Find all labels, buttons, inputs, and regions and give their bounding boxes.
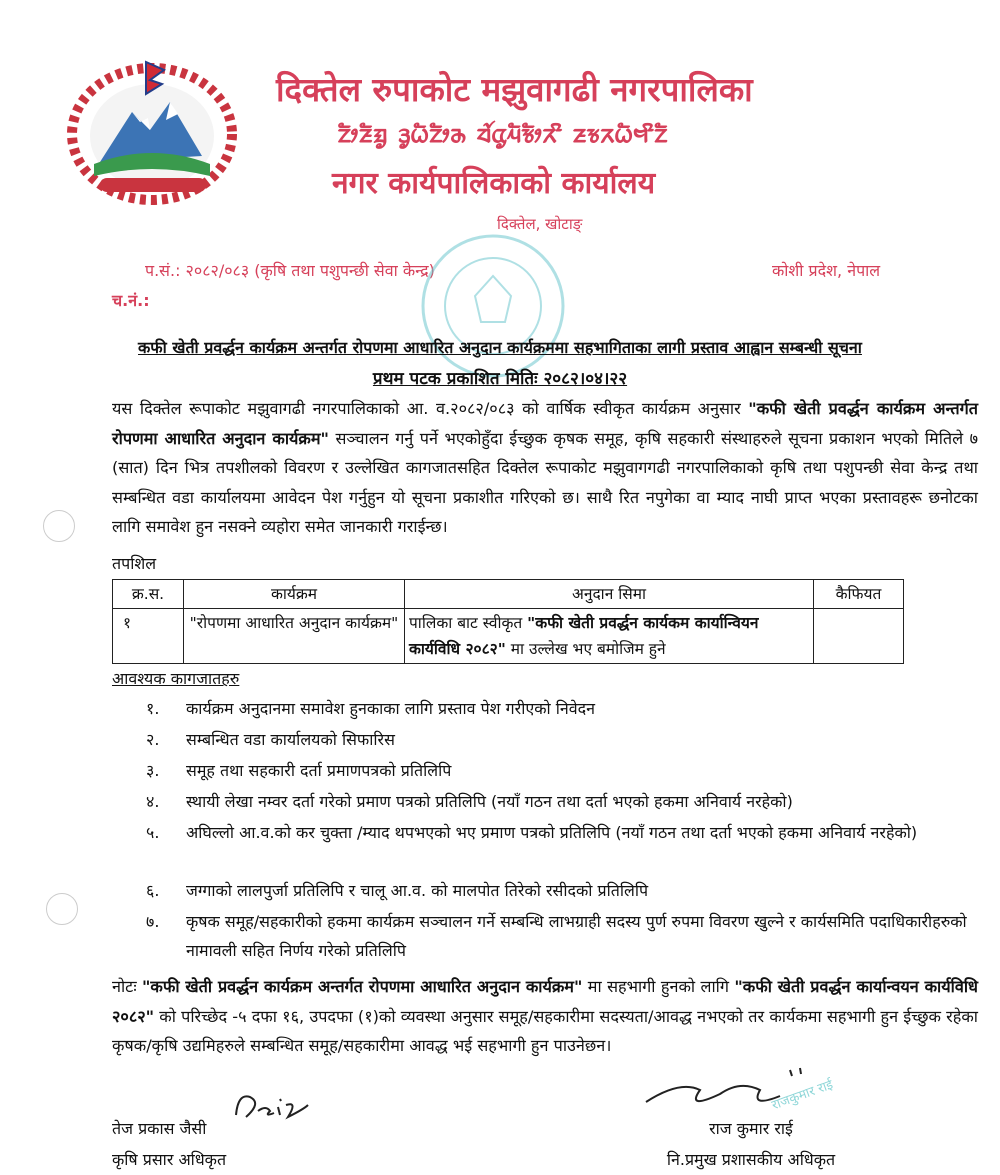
list-item: १. कार्यक्रम अनुदानमा समावेश हुनकाका लागि प्रस्ताव पेश गरीएको निवेदन bbox=[146, 699, 596, 718]
right-signatory bbox=[636, 1113, 866, 1175]
left-signatory bbox=[112, 1113, 226, 1175]
notice-body: यस दिक्तेल रूपाकोट मझुवागढी नगरपालिकाको आ. व.२०८२/०८३ को वार्षिक स्वीकृत कार्यक्रम अनुसार "कफी खेती प्रवर्द्धन कार्यक्रम अन्तर्गत रोपणमा आधारित अनुदान कार्यक्रम" सञ्चालन गर्नु पर्ने भएकोहुँदा ईच्छुक कृषक समूह, कृषि सहकारी संस्थाहरुले सूचना प्रकाशन भएको मितिले ७ (सात) दिन भित्र तपशीलको विवरण र उल्लेखित कागजातसहित दिक्तेल रूपाकोट मझुवागगढी नगरपालिकाको कृषि तथा पशुपन्छी सेवा केन्द्र तथा सम्बन्धित वडा कार्यालयमा आवेदन पेश गर्नुहुन यो सूचना प्रकाशीत गरिएको छ। साथै रित नपुगेका वा म्याद नाघी प्राप्त भएका प्रस्तावहरू छनोटका लागि समावेश हुन नसक्ने व्यहोरा समेत जानकारी गराईन्छ। bbox=[112, 399, 978, 536]
office-stamp bbox=[415, 226, 570, 386]
note-paragraph: नोटः "कफी खेती प्रवर्द्धन कार्यक्रम अन्तर्गत रोपणमा आधारित अनुदान कार्यक्रम" मा सहभागी हुनको लागि "कफी खेती प्रवर्द्धन कार्यान्वयन कार्यविधि २०८२" को परिच्छेद -५ दफा १६, उपदफा (१)को व्यवस्था अनुसार समूह/सहकारीमा सदस्यता/आवद्ध नभएको तर कार्यकमा सहभागी हुन ईच्छुक रहेका कृषक/कृषि उद्यमिहरुले सम्बन्धित समूह/सहकारीमा आवद्ध भई सहभागी हुन पाउनेछन। bbox=[112, 977, 978, 1055]
office-name: दिक्तेल रुपाकोट मझुवागढी नगरपालिका bbox=[276, 70, 753, 109]
office-name-alt-script: ᤁᤥᤏᤠᤀᤢ ᤋᤢᤐᤠᤁᤥᤌ ᤔᤨᤂᤢᤘᤠᤃᤥᤖᤡ ᤏᤃᤖᤐᤠᤗᤡᤁᤠ bbox=[338, 118, 669, 149]
officer-stamp: राजकुमार राई bbox=[769, 1077, 836, 1114]
municipality-emblem bbox=[60, 52, 245, 212]
notice-title: कफी खेती प्रवर्द्धन कार्यक्रम अन्तर्गत रोपणमा आधारित अनुदान कार्यक्रममा सहभागिताका लागी प्रस्ताव आह्वान सम्बन्धी सूचना bbox=[138, 338, 862, 357]
list-item: ७. कृषक समूह/सहकारीको हकमा कार्यक्रम सञ्चालन गर्ने सम्बन्धि लाभग्राही सदस्य पुर्ण रुपमा विवरण खुल्ने र कार्यसमिति पदाधिकारीहरुको नामावली सहित निर्णय गरेको प्रतिलिपि bbox=[146, 912, 967, 960]
details-label: तपशिल bbox=[112, 554, 157, 573]
punch-hole bbox=[46, 893, 78, 925]
office-address: दिक्तेल, खोटाङ् bbox=[497, 215, 583, 233]
header-remark: कैफियत bbox=[814, 580, 904, 609]
requirements-title: आवश्यक कागजातहरु bbox=[112, 669, 240, 688]
header-sn: क्र.स. bbox=[113, 580, 184, 609]
list-item: ३. समूह तथा सहकारी दर्ता प्रमाणपत्रको प्रतिलिपि bbox=[146, 761, 452, 780]
right-signatory-name: राज कुमार राई bbox=[709, 1119, 793, 1138]
list-item: ६. जग्गाको लालपुर्जा प्रतिलिपि र चालू आ.व. को मालपोत तिरेको रसीदको प्रतिलिपि bbox=[146, 881, 649, 900]
list-item: २. सम्बन्धित वडा कार्यालयको सिफारिस bbox=[146, 730, 395, 749]
list-item: ४. स्थायी लेखा नम्वर दर्ता गरेको प्रमाण पत्रको प्रतिलिपि (नयाँ गठन तथा दर्ता भएको हकमा अनिवार्य नरहेको) bbox=[146, 792, 793, 811]
dispatch-number: च.नं.: bbox=[112, 291, 150, 310]
province: कोशी प्रदेश, नेपाल bbox=[772, 261, 881, 280]
cell-limit: पालिका बाट स्वीकृत "कफी खेती प्रवर्द्धन कार्यकम कार्यान्वियन कार्यविधि २०८२" मा उल्लेख भए बमोजिम हुने bbox=[405, 609, 814, 664]
reference-number: प.सं.: २०८२/०८३ (कृषि तथा पशुपन्छी सेवा केन्द्र) bbox=[145, 261, 435, 280]
cell-program: "रोपणमा आधारित अनुदान कार्यक्रम" bbox=[184, 609, 405, 664]
cell-remark bbox=[814, 609, 904, 664]
table-header-row bbox=[113, 580, 904, 609]
published-date: प्रथम पटक प्रकाशित मितिः २०८२।०४।२२ bbox=[372, 369, 628, 389]
header-program: कार्यक्रम bbox=[184, 580, 405, 609]
header-limit: अनुदान सिमा bbox=[405, 580, 814, 609]
punch-hole bbox=[43, 510, 75, 542]
left-signatory-name: तेज प्रकास जैसी bbox=[112, 1119, 207, 1138]
cell-sn: १ bbox=[113, 609, 184, 664]
left-signature bbox=[228, 1087, 338, 1127]
details-table bbox=[112, 579, 904, 664]
left-signatory-title: कृषि प्रसार अधिकृत bbox=[112, 1150, 227, 1169]
right-signatory-title: नि.प्रमुख प्रशासकीय अधिकृत bbox=[666, 1150, 836, 1169]
list-item: ५. अघिल्लो आ.व.को कर चुक्ता /म्याद थपभएको भए प्रमाण पत्रको प्रतिलिपि (नयाँ गठन तथा दर्ता भएको हकमा अनिवार्य नरहेको) bbox=[146, 823, 918, 842]
table-row bbox=[113, 609, 904, 664]
office-title: नगर कार्यपालिकाको कार्यालय bbox=[332, 166, 656, 201]
